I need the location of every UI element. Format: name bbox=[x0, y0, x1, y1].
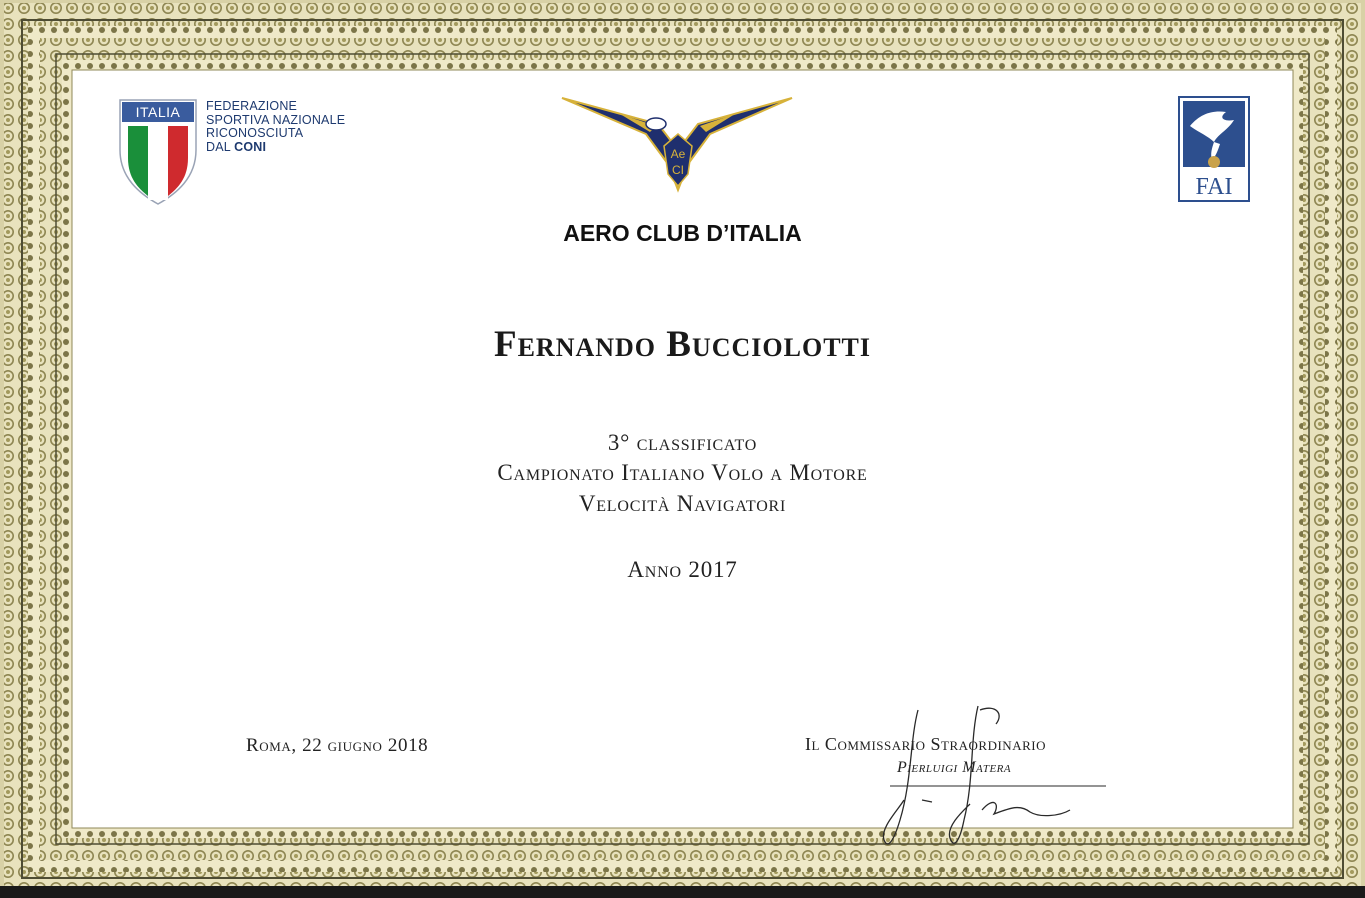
aeci-eagle-logo bbox=[560, 94, 795, 194]
coni-shield-logo bbox=[118, 98, 198, 208]
svg-text:CI: CI bbox=[672, 163, 684, 177]
fai-label: FAI bbox=[1195, 174, 1233, 200]
federation-line-4 bbox=[206, 141, 345, 155]
championship: Campionato Italiano Volo a Motore bbox=[497, 460, 868, 485]
federation-prefix: DAL bbox=[206, 139, 235, 154]
placement: 3° classificato bbox=[607, 430, 758, 455]
fai-logo bbox=[1178, 96, 1250, 202]
signer-title: Il Commissario Straordinario bbox=[805, 734, 1046, 754]
coni-federation-text bbox=[206, 100, 345, 154]
federation-line-2: SPORTIVA NAZIONALE bbox=[206, 112, 346, 127]
federation-line-1: FEDERAZIONE bbox=[206, 99, 298, 113]
federation-coni: CONI bbox=[234, 139, 267, 154]
svg-text:ITALIA: ITALIA bbox=[135, 104, 181, 120]
federation-line-3: RICONOSCIUTA bbox=[206, 126, 304, 140]
signer-name: Pierluigi Matera bbox=[897, 759, 1012, 776]
handwritten-signature bbox=[870, 700, 1110, 860]
category: Velocità Navigatori bbox=[578, 491, 787, 516]
award-year: Anno 2017 bbox=[627, 557, 738, 582]
place-date: Roma, 22 giugno 2018 bbox=[246, 735, 429, 756]
organization-name: AERO CLUB D’ITALIA bbox=[563, 220, 802, 246]
aeci-letters: Ae bbox=[670, 147, 686, 161]
recipient-name: Fernando Bucciolotti bbox=[493, 324, 871, 365]
